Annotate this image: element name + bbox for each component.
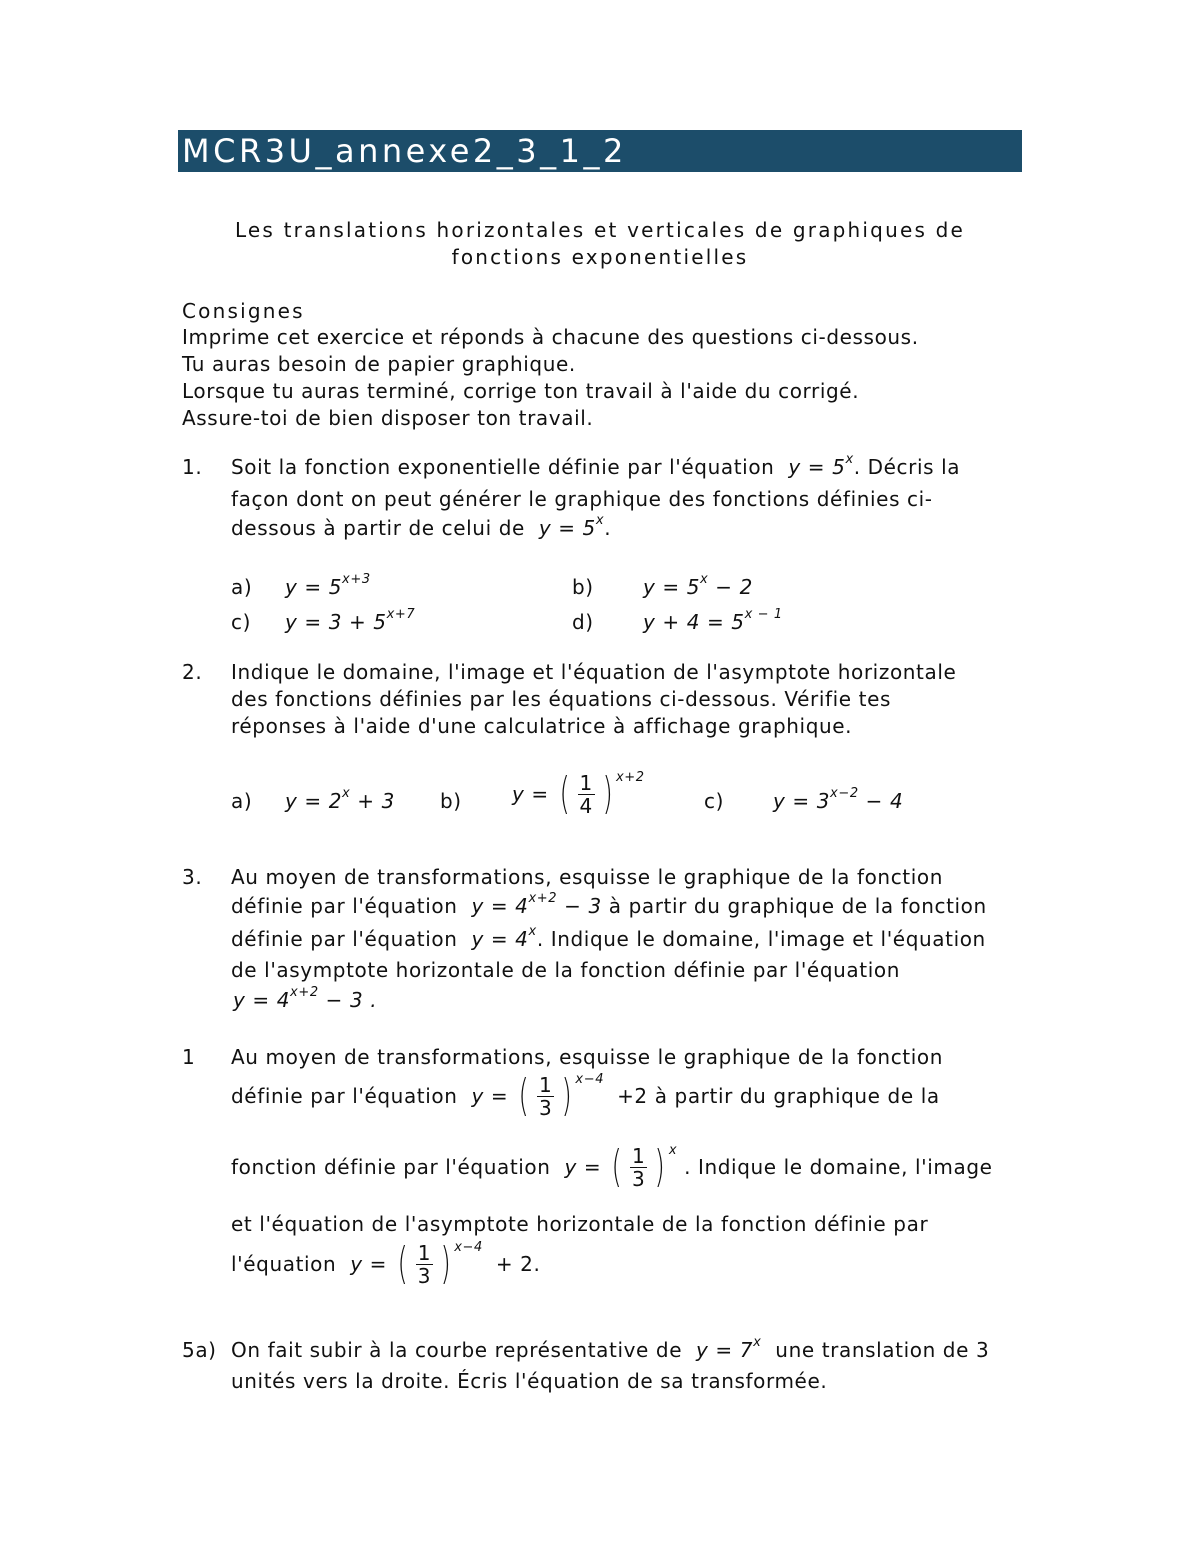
question-number: 5a) [182, 1338, 217, 1362]
consigne-line: Imprime cet exercice et réponds à chacune des questions ci-dessous. [182, 325, 919, 349]
part-label: c) [704, 789, 724, 813]
question-number: 2. [182, 660, 203, 684]
equation: $y = 3 + 5^{x+7}$ [285, 607, 416, 634]
q2-line: Indique le domaine, l'image et l'équation de l'asymptote horizontale [231, 660, 957, 684]
equation: $y = 5^x$ [538, 513, 605, 540]
q4-line-2: définie par l'équation y = ( $\frac{1}{3}$ ) x−4 +2 à partir du graphique de la [231, 1070, 940, 1121]
q3-line-2: définie par l'équation $y = 4^{x+2} - 3$ à partir du graphique de la fonction [231, 891, 987, 918]
header-bar [178, 130, 1022, 172]
part-label: a) [231, 789, 253, 813]
question-number: 1. [182, 455, 203, 479]
equation-fraction: y = ( $\frac{1}{4}$ ) x+2 [512, 768, 645, 819]
part-label: b) [572, 575, 594, 599]
equation: $y = 5^x - 2$ [643, 572, 753, 599]
q3-line-1: Au moyen de transformations, esquisse le graphique de la fonction [231, 865, 944, 889]
question-number: 1 [182, 1045, 196, 1069]
equation: $y = 2^x + 3$ [285, 786, 395, 813]
q1-line-1: Soit la fonction exponentielle définie par l'équation $y = 5^x$. Décris la [231, 452, 961, 479]
question-number: 3. [182, 865, 203, 889]
q2-line: des fonctions définies par les équations ci-dessous. Vérifie tes [231, 687, 892, 711]
part-label: d) [572, 610, 594, 634]
equation: $y = 5^x$ [788, 452, 854, 479]
equation: $y = 4^{x+2} - 3$ . [233, 985, 378, 1012]
part-label: c) [231, 610, 251, 634]
q4-line-5: l'équation y = ( $\frac{1}{3}$ ) x−4 + 2. [231, 1238, 541, 1289]
q1-line-2: façon dont on peut générer le graphique des fonctions définies ci- [231, 487, 933, 511]
q4-line-3: fonction définie par l'équation y = ( $\frac{1}{3}$ ) x . Indique le domaine, l'image [231, 1141, 993, 1192]
q5-line-2: unités vers la droite. Écris l'équation de sa transformée. [231, 1369, 828, 1393]
consigne-line: Assure-toi de bien disposer ton travail. [182, 406, 594, 430]
q5-line-1: On fait subir à la courbe représentative de $y = 7^x$ une translation de 3 [231, 1335, 990, 1362]
q4-line-1: Au moyen de transformations, esquisse le graphique de la fonction [231, 1045, 944, 1069]
consignes-heading: Consignes [182, 299, 305, 323]
equation: $y + 4 = 5^{x - 1}$ [643, 607, 783, 634]
subtitle-line-2: fonctions exponentielles [451, 245, 749, 269]
equation: $y = 3^{x-2} - 4$ [773, 786, 904, 813]
equation: $y = 5^{x+3}$ [285, 572, 371, 599]
q3-line-3: définie par l'équation $y = 4^x$. Indique le domaine, l'image et l'équation [231, 924, 986, 951]
q2-line: réponses à l'aide d'une calculatrice à affichage graphique. [231, 714, 853, 738]
consigne-line: Lorsque tu auras terminé, corrige ton travail à l'aide du corrigé. [182, 379, 860, 403]
subtitle-line-1: Les translations horizontales et verticales de graphiques de [234, 218, 966, 242]
q3-line-4: de l'asymptote horizontale de la fonction définie par l'équation [231, 958, 900, 982]
q4-line-4: et l'équation de l'asymptote horizontale de la fonction définie par [231, 1212, 929, 1236]
part-label: a) [231, 575, 253, 599]
page-title: MCR3U_annexe2_3_1_2 [182, 132, 627, 170]
part-label: b) [440, 789, 462, 813]
consigne-line: Tu auras besoin de papier graphique. [182, 352, 576, 376]
q1-line-3: dessous à partir de celui de $y = 5^x$. [231, 513, 612, 540]
